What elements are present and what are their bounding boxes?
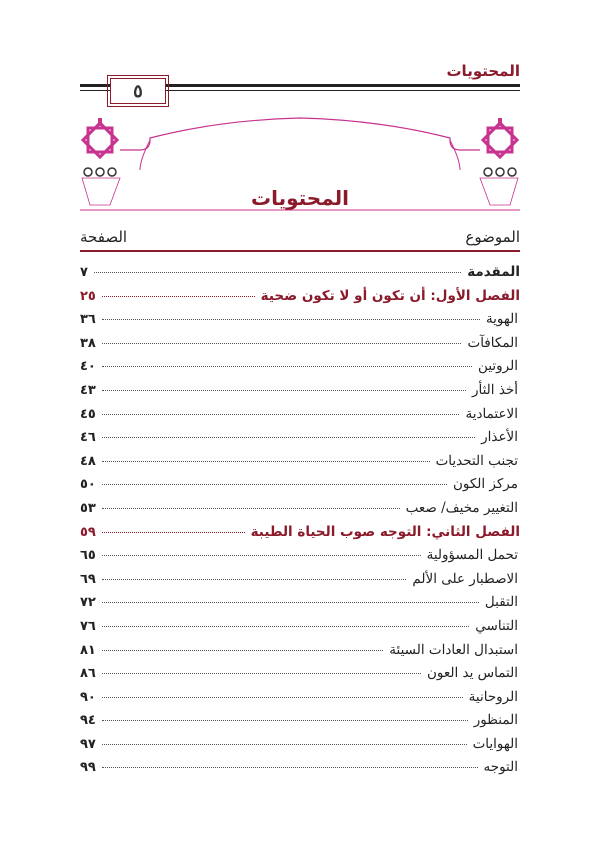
- toc-row[interactable]: [80, 736, 520, 760]
- toc-row[interactable]: [80, 642, 520, 666]
- dot-leader: [102, 650, 383, 651]
- dot-leader: [102, 296, 255, 297]
- toc-row[interactable]: [80, 500, 520, 524]
- toc-row[interactable]: [80, 453, 520, 477]
- toc-entry-page: ٥٩: [80, 524, 96, 540]
- toc-row[interactable]: [80, 571, 520, 595]
- toc-row[interactable]: [80, 712, 520, 736]
- toc-row[interactable]: [80, 406, 520, 430]
- toc-row[interactable]: [80, 382, 520, 406]
- dot-leader: [102, 767, 478, 768]
- dot-leader: [102, 555, 421, 556]
- toc-row[interactable]: [80, 335, 520, 359]
- toc-entry-page: ٤٠: [80, 359, 96, 375]
- toc-entry-title: استبدال العادات السيئة: [389, 641, 518, 658]
- toc-entry-title: الفصل الأول: أن تكون أو لا تكون ضحية: [260, 287, 520, 304]
- page-number: ٥: [133, 80, 143, 102]
- dot-leader: [94, 272, 461, 273]
- toc-row[interactable]: [80, 618, 520, 642]
- toc-entry-title: الهوايات: [472, 735, 518, 752]
- dot-leader: [102, 461, 430, 462]
- toc-row[interactable]: [80, 547, 520, 571]
- column-header-subject: الموضوع: [465, 228, 520, 246]
- dot-leader: [102, 484, 447, 485]
- dot-leader: [102, 697, 463, 698]
- toc-entry-title: الفصل الثاني: التوجه صوب الحياة الطيبة: [250, 523, 520, 540]
- toc-entry-page: ٤٦: [80, 430, 96, 446]
- toc-entry-title: المكافآت: [467, 334, 518, 351]
- toc-row[interactable]: [80, 665, 520, 689]
- toc-entry-title: التماس يد العون: [426, 665, 518, 682]
- toc-entry-title: الاعتمادية: [465, 405, 518, 422]
- toc-entry-title: الأعذار: [481, 429, 518, 446]
- toc-entry-title: الروحانية: [468, 688, 518, 705]
- toc-entry-page: ٨٦: [80, 666, 96, 682]
- toc-entry-page: ٧٦: [80, 618, 96, 634]
- toc-entry-title: الروتين: [478, 358, 518, 375]
- toc-row[interactable]: [80, 476, 520, 500]
- dot-leader: [102, 626, 469, 627]
- toc-entry-title: التناسي: [475, 617, 518, 634]
- toc-entry-page: ٤٣: [80, 382, 96, 398]
- toc-entry-page: ٢٥: [80, 288, 96, 304]
- toc-entry-page: ٤٥: [80, 406, 96, 422]
- toc-entry-title: الهوية: [485, 311, 518, 328]
- toc-entry-page: ٩٧: [80, 736, 96, 752]
- running-head-title: المحتويات: [446, 62, 520, 80]
- toc-entry-title: المقدمة: [467, 264, 520, 280]
- dot-leader: [102, 366, 472, 367]
- dot-leader: [102, 720, 468, 721]
- toc-entry-page: ٥٠: [80, 477, 96, 493]
- toc-row[interactable]: [80, 759, 520, 783]
- toc-row[interactable]: [80, 358, 520, 382]
- dot-leader: [102, 602, 479, 603]
- toc-chapter-row[interactable]: [80, 288, 520, 312]
- column-header-page: الصفحة: [80, 228, 128, 246]
- page-number-box: [110, 78, 166, 104]
- toc-entry-title: الاصطبار على الألم: [412, 570, 518, 587]
- dot-leader: [102, 343, 462, 344]
- toc-entry-title: التوجه: [483, 759, 518, 776]
- toc-entry-page: ٩٠: [80, 689, 96, 705]
- toc-entry-page: ٧: [80, 265, 88, 280]
- table-of-contents: [80, 264, 520, 783]
- toc-entry-page: ٤٨: [80, 453, 96, 469]
- dot-leader: [102, 390, 466, 391]
- dot-leader: [102, 437, 475, 438]
- dot-leader: [102, 532, 245, 533]
- toc-chapter-row[interactable]: [80, 524, 520, 548]
- toc-entry-title: مركز الكون: [452, 476, 518, 493]
- dot-leader: [102, 319, 480, 320]
- toc-entry-title: أخذ الثأر: [471, 381, 518, 398]
- column-header-rule: [80, 250, 520, 252]
- toc-entry-page: ٣٦: [80, 312, 96, 328]
- dot-leader: [102, 673, 421, 674]
- toc-row[interactable]: [80, 311, 520, 335]
- toc-entry-page: ٦٩: [80, 571, 96, 587]
- toc-entry-page: ٥٣: [80, 500, 96, 516]
- toc-row[interactable]: [80, 594, 520, 618]
- toc-row[interactable]: [80, 689, 520, 713]
- toc-row[interactable]: [80, 429, 520, 453]
- dot-leader: [102, 508, 400, 509]
- section-title: المحتويات: [250, 186, 349, 210]
- toc-entry-title: التقبل: [484, 594, 518, 611]
- left-star-icon: [83, 118, 117, 157]
- toc-entry-title: المنظور: [473, 712, 518, 729]
- toc-entry-title: تجنب التحديات: [435, 452, 518, 469]
- toc-entry-page: ٩٤: [80, 713, 96, 729]
- toc-entry-page: ٧٢: [80, 595, 96, 611]
- dot-leader: [102, 414, 460, 415]
- toc-entry-page: ٩٩: [80, 760, 96, 776]
- toc-entry-title: التغيير مخيف/ صعب: [405, 499, 518, 516]
- toc-entry-page: ٦٥: [80, 548, 96, 564]
- toc-entry-title: تحمل المسؤولية: [426, 547, 518, 564]
- right-star-icon: [483, 118, 517, 157]
- toc-row[interactable]: [80, 264, 520, 288]
- dot-leader: [102, 744, 467, 745]
- dot-leader: [102, 579, 407, 580]
- toc-entry-page: ٨١: [80, 642, 96, 658]
- toc-entry-page: ٣٨: [80, 335, 96, 351]
